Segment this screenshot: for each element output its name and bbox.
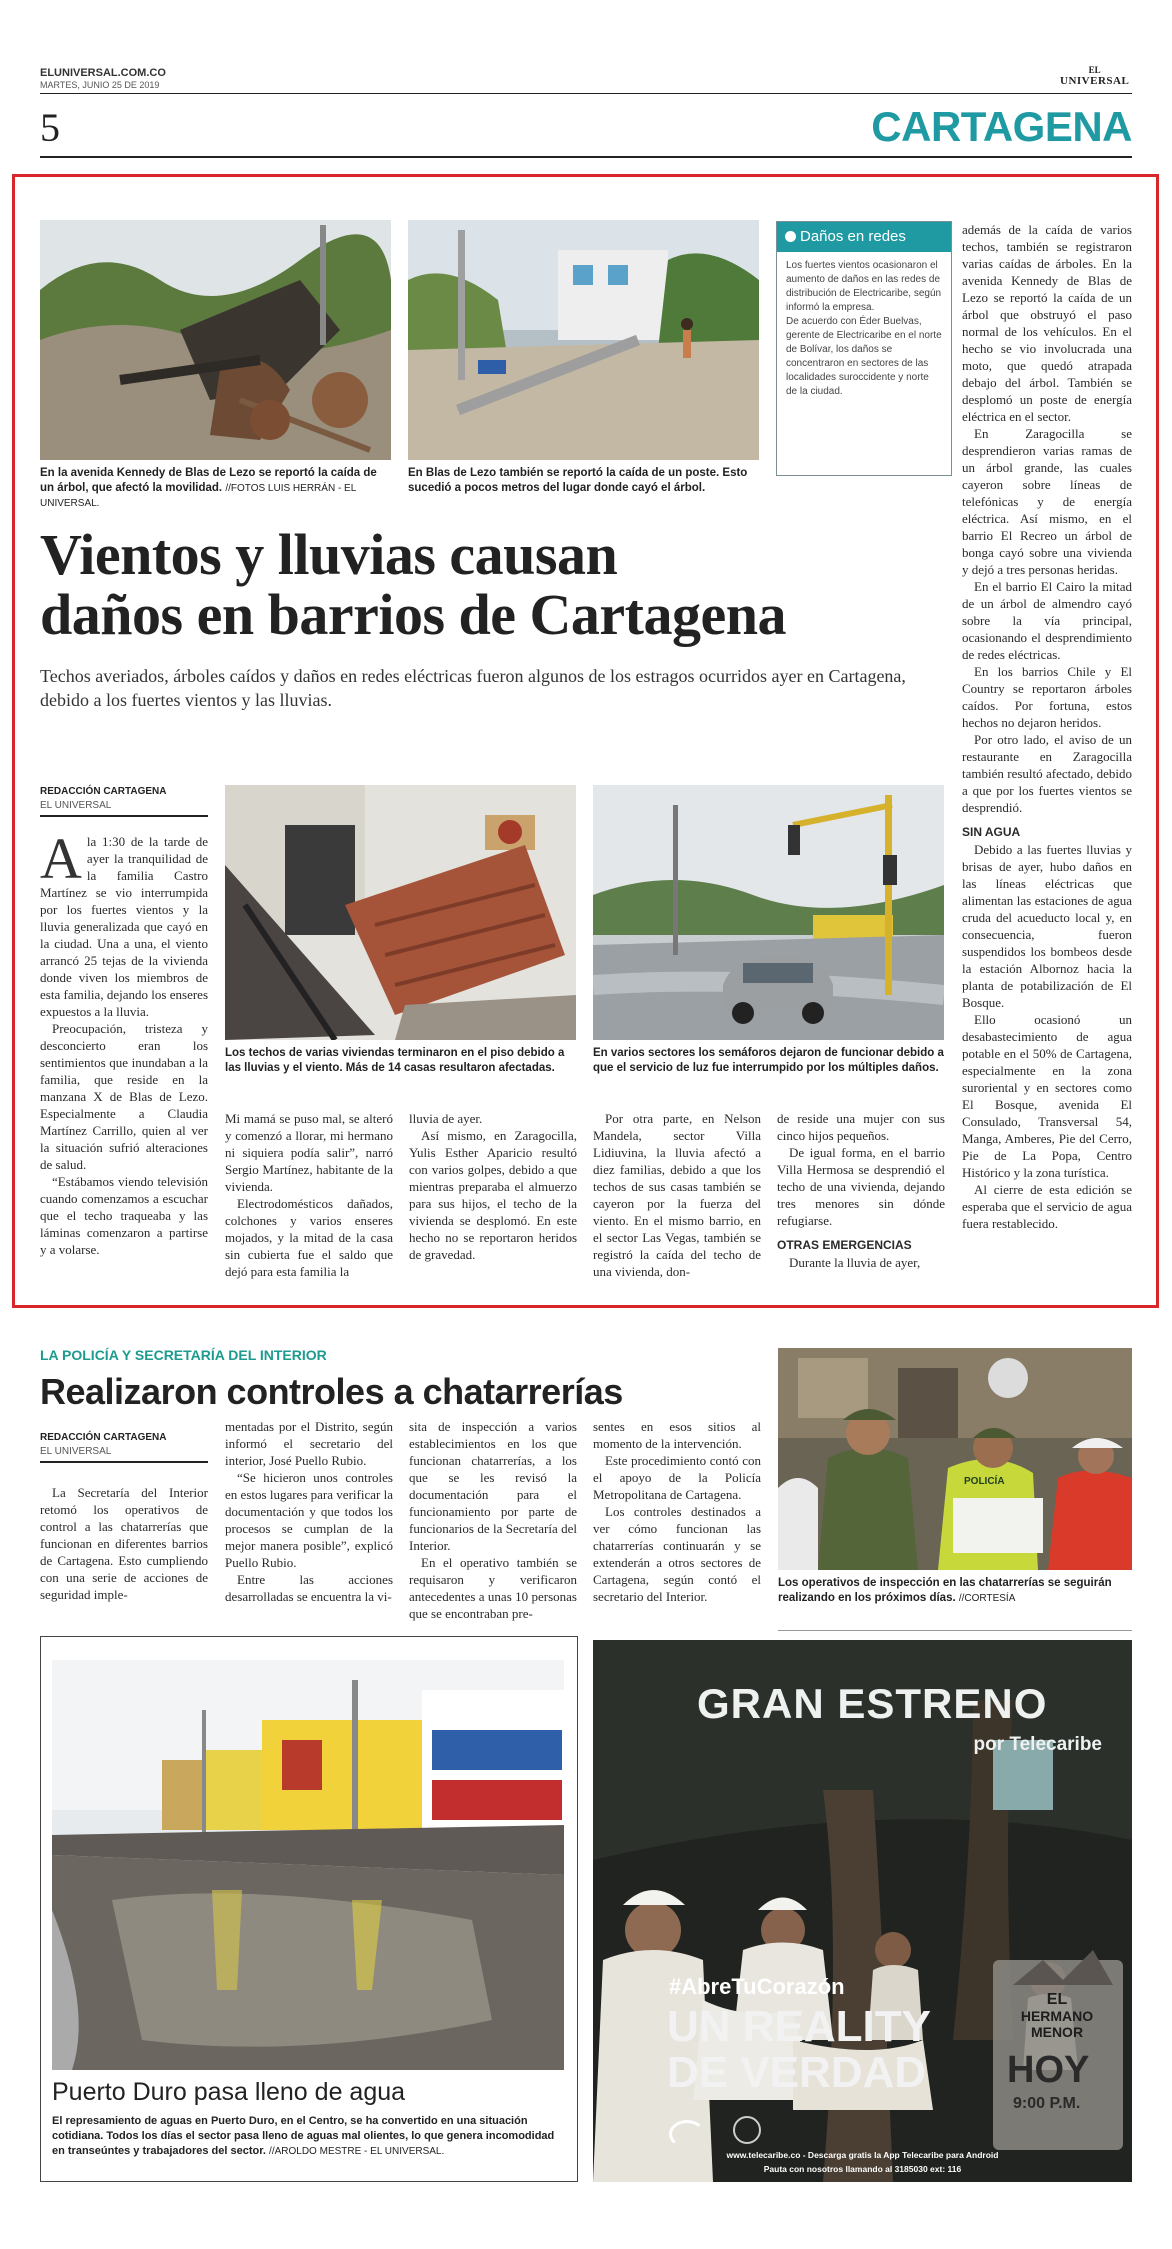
section-title[interactable]: CARTAGENA: [871, 103, 1132, 150]
police-photo-caption: [778, 1576, 1132, 1606]
logo-bottom: UNIVERSAL: [1060, 75, 1130, 87]
col3-para-2: Así mismo, en Zaragocilla, Yulis Esther Aparicio resultó con varios golpes, debido a que mientras preparaba el almuerzo para sus hijos, el techo de la vivienda se desplomó. En este hecho no se reportaron heridos de gravedad.: [409, 1128, 577, 1262]
ad-show-logo: [1001, 1992, 1113, 2040]
second-col4-para-2: Este procedimiento contó con el apoyo de la Policía Metropolitana de Cartagena.: [593, 1453, 761, 1502]
telecaribe-logo-icon: [669, 2120, 705, 2148]
bullet-icon: [785, 231, 796, 242]
photo-collapsed-roof: [225, 785, 576, 1040]
col4-para-1: Por otra parte, en Nelson Mandela, sector Villa Lidiuvina, la lluvia afectó a diez familias, debido a que los techos de sus casas también se cayeron por la fuerza del viento. En el mismo barrio, en el sector Las Vegas, también se registró la caída del techo de una vivienda, don-: [593, 1111, 761, 1279]
ad-footer-2: Pauta con nosotros llamando al 3185030 ext: 116: [763, 2164, 962, 2174]
photo1-caption-text: En la avenida Kennedy de Blas de Lezo se reportó la caída de un árbol, que afectó la movilidad.: [40, 467, 377, 494]
main-col-1: [40, 826, 208, 1258]
page-number: 5: [40, 105, 60, 150]
logo-top: EL: [1088, 65, 1101, 75]
second-col-1: [40, 1484, 208, 1603]
second-col2-para-2: “Se hicieron unos controles en estos lugares para verificar la documentación y que todos los procesos se cumplan de la mejor manera posible”, explicó Puello Rubio.: [225, 1470, 393, 1570]
col5-para-1: de reside una mujer con sus cinco hijos pequeños.: [777, 1111, 945, 1143]
main-col-right: [962, 221, 1132, 1232]
police-photo-credit: //CORTESÍA: [958, 1593, 1016, 1604]
ad-time: 9:00 P.M.: [1013, 2095, 1081, 2112]
second-col4-para-3: Los controles destinados a ver cómo funcionan las chatarrerías continuarán y se extenderán a otros sectores de Cartagena, según contó el secretario del Interior.: [593, 1504, 761, 1604]
sidebar-header: [777, 222, 951, 252]
col1-para-2: Preocupación, tristeza y desconcierto eran los sentimientos que inundaban a la familia, que reside en la manzana X de Blas de Lezo. Especialmente a Claudia Martínez Carrillo, quien al ver la situación sufrió alteraciones de salud.: [40, 1021, 208, 1172]
section-rule: [40, 156, 1132, 158]
second-byline-outlet: EL UNIVERSAL: [40, 1446, 112, 1457]
second-col4-para-1: sentes en esos sitios al momento de la intervención.: [593, 1419, 761, 1451]
main-headline[interactable]: [40, 522, 786, 647]
main-deck: Techos averiados, árboles caídos y daños en redes eléctricas fueron algunos de los estragos ocurridos ayer en Cartagena, debido a los fuertes vientos y las lluvias.: [40, 666, 906, 710]
photo1-credit: //FOTOS LUIS HERRÁN - EL UNIVERSAL.: [40, 483, 356, 509]
lower-section-rule: [778, 1630, 1132, 1631]
newspaper-logo[interactable]: [1060, 66, 1129, 87]
main-byline: REDACCIÓN CARTAGENA: [40, 786, 167, 797]
ad-today: HOY: [1007, 2049, 1090, 2091]
puerto-duro-caption: [52, 2114, 564, 2159]
main-col-2: [225, 1110, 393, 1280]
right-para-2: En Zaragocilla se desprendieron varias ramas de un árbol grande, las cuales cayeron sobre líneas de telefónicas y de energía eléctrica. Así mismo, en el barrio El Recreo un árbol de bonga cayó sobre una vivienda y dejó a tres personas heridas.: [962, 426, 1132, 577]
byline-rule: [40, 815, 208, 817]
sidebar-body: [777, 252, 951, 406]
puerto-duro-title[interactable]: Puerto Duro pasa lleno de agua: [52, 2078, 406, 2106]
site-url[interactable]: ELUNIVERSAL.COM.CO: [40, 67, 166, 79]
col2-para-1: Mi mamá se puso mal, se alteró y comenzó a llorar, mi hermano ni siquiera podía salir”, narró Sergio Martínez, habitante de la vivienda.: [225, 1111, 393, 1194]
sidebar-title: Daños en redes: [800, 228, 906, 245]
government-seal-icon: [733, 2116, 761, 2144]
photo2-caption: En Blas de Lezo también se reportó la caída de un poste. Esto sucedió a pocos metros del lugar donde cayó el árbol.: [408, 467, 748, 494]
right-para-7: Ello ocasionó un desabastecimiento de agua potable en el 50% de Cartagena, especialmente en la zona suroriental y en sectores como El Bosque, avenida El Consulado, Transversal 54, Manga, Amberes, Pie del Cerro, Pie de La Popa, Centro Histórico y la zona turística.: [962, 1012, 1132, 1180]
photo-police-inspection: [778, 1348, 1132, 1570]
right-para-5: Por otro lado, el aviso de un restaurante en Zaragocilla también resultó afectado, debido a que por los fuertes vientos se desprendió.: [962, 732, 1132, 815]
second-col1-text: La Secretaría del Interior retomó los operativos de control a las chatarrerías que funcionan en diferentes barrios de Cartagena. Esto cumpliendo con una serie de acciones de seguridad imple-: [40, 1485, 208, 1602]
puerto-duro-credit: //AROLDO MESTRE - EL UNIVERSAL.: [269, 2146, 445, 2157]
second-col3-para-1: sita de inspección a varios establecimientos en los que funcionan chatarrerías, a los que se les revisó la documentación para el funcionamiento por parte de funcionarios de la Secretaría del Interior.: [409, 1419, 577, 1553]
second-col-4: [593, 1418, 761, 1605]
ad-title: GRAN ESTRENO: [697, 1680, 1048, 1727]
issue-date: MARTES, JUNIO 25 DE 2019: [40, 80, 160, 90]
right-para-6: Debido a las fuertes lluvias y brisas de ayer, hubo daños en las líneas eléctricas que alimentan las estaciones de agua cruda del acueducto local y, en consecuencia, fueron suspendidos los bombeos desde la estación Albornoz hacia la planta de potabilización de El Bosque.: [962, 842, 1132, 1010]
second-kicker: LA POLICÍA Y SECRETARÍA DEL INTERIOR: [40, 1347, 327, 1363]
right-subhead: SIN AGUA: [962, 825, 1021, 839]
col2-para-2: Electrodomésticos dañados, colchones y varios enseres mojados, y la mitad de la casa sin cubierta fue el saldo que dejó para esta familia la: [225, 1196, 393, 1279]
photo-fallen-tree: [40, 220, 391, 460]
main-col-3: [409, 1110, 577, 1263]
photo4-caption: En varios sectores los semáforos dejaron de funcionar debido a que el servicio de luz fue interrumpido por los múltiples daños.: [593, 1047, 944, 1074]
police-vest-label: POLICÍA: [964, 1476, 1005, 1487]
show-logo-line-2: HERMANO: [1020, 2008, 1094, 2024]
right-para-3: En el barrio El Cairo la mitad de un árbol de almendro cayó sobre la vía principal, ocasionando el desprendimiento de redes eléctricas.: [962, 579, 1132, 662]
col1-para-3: “Estábamos viendo televisión cuando comenzamos a escuchar que el techo traqueaba y las láminas comenzaron a partirse y a volarse.: [40, 1174, 208, 1257]
sidebar-box: [776, 221, 952, 476]
ad-line-1: UN REALITY: [667, 2002, 931, 2051]
second-byline-rule: [40, 1461, 208, 1463]
second-byline: REDACCIÓN CARTAGENA: [40, 1432, 167, 1443]
masthead-rule: [40, 93, 1132, 94]
right-para-8: Al cierre de esta edición se esperaba que el servicio de agua fuera restablecido.: [962, 1182, 1132, 1231]
ad-footer-1[interactable]: www.telecaribe.co - Descarga gratis la App Telecaribe para Android: [726, 2150, 999, 2160]
col5-para-3: Durante la lluvia de ayer,: [789, 1255, 921, 1270]
col3-para-1: lluvia de ayer.: [409, 1111, 483, 1126]
col1-para-1: la 1:30 de la tarde de ayer la tranquilidad de la familia Castro Martínez se vio interrumpida por los fuertes vientos y la lluvia generalizada que cayó en la ciudad. Una a una, el viento arrancó 25 tejas de la vivienda donde viven los miembros de esta familia, dejando los enseres expuestos a la lluvia.: [40, 834, 208, 1019]
col5-para-2: De igual forma, en el barrio Villa Hermosa se desprendió el techo de una vivienda, dejando tres menores sin dónde refugiarse.: [777, 1145, 945, 1228]
second-col3-para-2: En el operativo también se requisaron y verificaron antecedentes a unas 10 personas que se encontraban pre-: [409, 1555, 577, 1621]
main-byline-outlet: EL UNIVERSAL: [40, 800, 112, 811]
ad-hashtag: #AbreTuCorazón: [669, 1974, 845, 1999]
photo-flooded-street: [52, 1660, 564, 2070]
show-logo-line-3: MENOR: [1030, 2024, 1084, 2040]
ad-subtitle: por Telecaribe: [973, 1734, 1102, 1755]
photo1-caption: [40, 466, 391, 511]
ad-line-2: DE VERDAD: [667, 2048, 927, 2097]
second-col2-para-1: mentadas por el Distrito, según informó el secretario del interior, José Puello Rubio.: [225, 1419, 393, 1468]
second-col-2: [225, 1418, 393, 1605]
right-para-1: además de la caída de varios techos, también se registraron varias caídas de árboles. En la avenida Kennedy de Blas de Lezo se reportó la caída de un árbol que obstruyó el paso normal de los vehículos. En el hecho se vio involucrada una moto, que quedó atrapada debajo del árbol. También se desplomó un poste de energía eléctrica en el sector.: [962, 222, 1132, 424]
dropcap: A: [40, 826, 82, 891]
puerto-duro-caption-text: El represamiento de aguas en Puerto Duro, en el Centro, se ha convertido en una situación cotidiana. Todos los días el sector pasa lleno de aguas mal olientes, lo que genera incomodidad en transeúntes y trabajadores del sector.: [52, 2115, 555, 2157]
second-col2-para-3: Entre las acciones desarrolladas se encuentra la vi-: [225, 1572, 393, 1604]
show-logo-line-1: EL: [1046, 1991, 1068, 2008]
main-col-4: [593, 1110, 761, 1280]
photo-traffic-lights: [593, 785, 944, 1040]
sidebar-text-1: Los fuertes vientos ocasionaron el aumento de daños en las redes de distribución de Electricaribe, según informó la empresa.: [786, 260, 942, 313]
second-col-3: [409, 1418, 577, 1622]
headline-line-1: Vientos y lluvias causan: [40, 522, 618, 587]
sidebar-text-2: De acuerdo con Éder Buelvas, gerente de Electricaribe en el norte de Bolívar, los daños se concentraron en sectores de las localidades suroccidente y norte de la ciudad.: [786, 316, 942, 397]
second-headline[interactable]: Realizaron controles a chatarrerías: [40, 1371, 623, 1412]
headline-line-2: daños en barrios de Cartagena: [40, 582, 786, 647]
telecaribe-ad[interactable]: [593, 1640, 1132, 2182]
police-caption-text: Los operativos de inspección en las chatarrerías se seguirán realizando en los próximos días.: [778, 1577, 1112, 1604]
main-col-5: [777, 1110, 945, 1271]
right-para-4: En los barrios Chile y El Country se reportaron árboles caídos. Por fortuna, estos hechos no dejaron heridos.: [962, 664, 1132, 730]
col5-subhead: OTRAS EMERGENCIAS: [777, 1238, 912, 1252]
photo3-caption: Los techos de varias viviendas terminaron en el piso debido a las lluvias y el viento. Más de 14 casas resultaron afectadas.: [225, 1047, 565, 1074]
photo-fallen-pole: [408, 220, 759, 460]
